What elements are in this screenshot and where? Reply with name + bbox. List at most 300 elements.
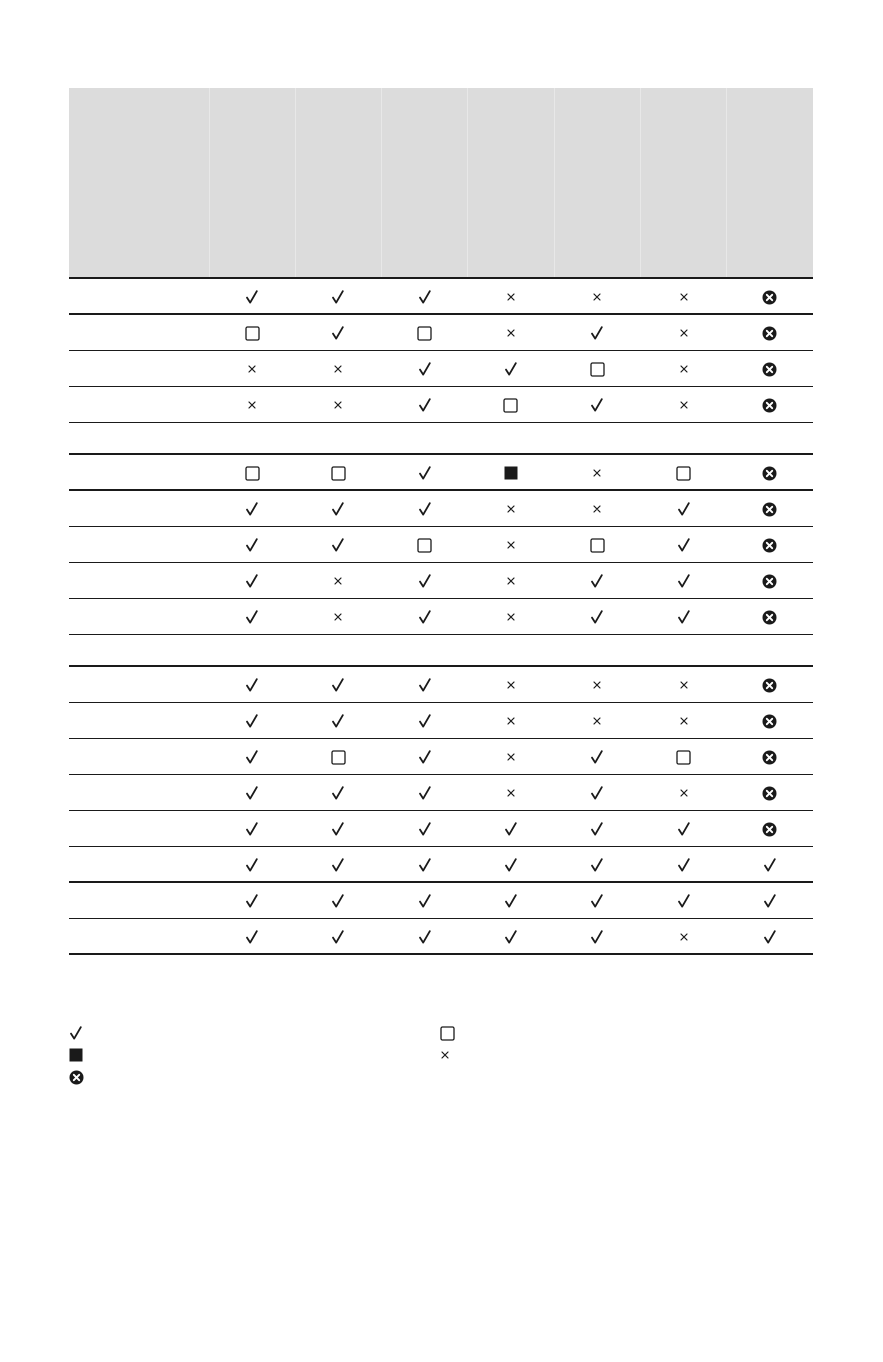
matrix-cell: [382, 918, 468, 954]
check-icon: [677, 538, 691, 552]
cross-icon: [679, 932, 689, 942]
matrix-cell: [727, 490, 813, 526]
table-row: [69, 454, 813, 490]
cross-icon: [679, 680, 689, 690]
cross-icon: [506, 788, 516, 798]
row-label: [69, 526, 209, 562]
matrix-cell: [295, 350, 381, 386]
matrix-cell: [640, 314, 726, 350]
matrix-cell: [468, 314, 554, 350]
header-row: [69, 88, 813, 278]
check-icon: [69, 1026, 83, 1040]
matrix-cell: [554, 774, 640, 810]
row-label: [69, 454, 209, 490]
check-icon: [245, 290, 259, 304]
cross-icon: [506, 716, 516, 726]
cross-icon: [592, 680, 602, 690]
matrix-cell: [554, 810, 640, 846]
header-cell-2: [295, 88, 381, 278]
table-row: [69, 810, 813, 846]
matrix-cell: [209, 454, 295, 490]
matrix-cell: [640, 386, 726, 422]
table-row: [69, 314, 813, 350]
legend-item: [440, 1022, 463, 1044]
check-icon: [590, 398, 604, 412]
matrix-cell: [554, 846, 640, 882]
check-icon: [331, 290, 345, 304]
table-row: [69, 278, 813, 314]
cross-icon: [679, 364, 689, 374]
open-square-icon: [676, 750, 691, 765]
cross-icon: [506, 504, 516, 514]
matrix-cell: [295, 810, 381, 846]
check-icon: [418, 574, 432, 588]
check-icon: [245, 858, 259, 872]
matrix-cell: [209, 918, 295, 954]
check-icon: [331, 858, 345, 872]
header-cell-6: [640, 88, 726, 278]
row-label: [69, 386, 209, 422]
matrix-cell: [640, 666, 726, 702]
header-cell-1: [209, 88, 295, 278]
matrix-cell: [640, 598, 726, 634]
legend: [69, 1022, 813, 1088]
matrix-cell: [727, 846, 813, 882]
legend-row: [69, 1022, 813, 1044]
matrix-cell: [382, 702, 468, 738]
matrix-cell: [209, 882, 295, 918]
check-icon: [677, 502, 691, 516]
check-icon: [418, 502, 432, 516]
row-label: [69, 350, 209, 386]
legend-item: [69, 1044, 91, 1066]
cross-icon: [333, 364, 343, 374]
matrix-cell: [209, 634, 295, 666]
matrix-cell: [727, 526, 813, 562]
check-icon: [331, 894, 345, 908]
matrix-cell: [554, 882, 640, 918]
check-icon: [331, 502, 345, 516]
matrix-cell: [468, 422, 554, 454]
matrix-cell: [727, 314, 813, 350]
cross-icon: [247, 364, 257, 374]
matrix-cell: [209, 490, 295, 526]
matrix-cell: [554, 666, 640, 702]
matrix-cell: [209, 350, 295, 386]
check-icon: [677, 894, 691, 908]
matrix-cell: [295, 314, 381, 350]
check-icon: [418, 894, 432, 908]
matrix-cell: [209, 598, 295, 634]
circle-x-icon: [762, 362, 777, 377]
check-icon: [418, 290, 432, 304]
matrix-cell: [382, 386, 468, 422]
matrix-cell: [382, 562, 468, 598]
matrix-cell: [727, 738, 813, 774]
row-label: [69, 278, 209, 314]
check-icon: [677, 822, 691, 836]
open-square-icon: [503, 398, 518, 413]
table-row: [69, 526, 813, 562]
row-label: [69, 882, 209, 918]
open-square-icon: [417, 326, 432, 341]
matrix-cell: [295, 598, 381, 634]
open-square-icon: [676, 466, 691, 481]
check-icon: [245, 786, 259, 800]
check-icon: [504, 858, 518, 872]
matrix-cell: [554, 634, 640, 666]
open-square-icon: [590, 362, 605, 377]
circle-x-icon: [762, 678, 777, 693]
matrix-cell: [554, 350, 640, 386]
matrix-cell: [468, 454, 554, 490]
matrix-cell: [468, 350, 554, 386]
check-icon: [590, 858, 604, 872]
matrix-cell: [209, 846, 295, 882]
matrix-cell: [727, 882, 813, 918]
matrix-cell: [209, 562, 295, 598]
check-icon: [245, 610, 259, 624]
matrix-cell: [727, 422, 813, 454]
table-row: [69, 386, 813, 422]
row-label: [69, 774, 209, 810]
circle-x-icon: [762, 538, 777, 553]
matrix-cell: [727, 774, 813, 810]
circle-x-icon: [762, 502, 777, 517]
check-icon: [245, 502, 259, 516]
check-icon: [504, 362, 518, 376]
check-icon: [677, 574, 691, 588]
matrix-cell: [382, 314, 468, 350]
circle-x-icon: [762, 398, 777, 413]
header-cell-label: [69, 88, 209, 278]
check-icon: [590, 930, 604, 944]
matrix-cell: [554, 314, 640, 350]
legend-item: [440, 1044, 458, 1066]
matrix-cell: [382, 278, 468, 314]
check-icon: [245, 678, 259, 692]
row-label: [69, 702, 209, 738]
matrix-cell: [468, 810, 554, 846]
matrix-cell: [209, 278, 295, 314]
cross-icon: [506, 328, 516, 338]
header-cell-4: [468, 88, 554, 278]
check-icon: [331, 786, 345, 800]
check-icon: [418, 930, 432, 944]
matrix-cell: [727, 918, 813, 954]
circle-x-icon: [762, 786, 777, 801]
cross-icon: [679, 788, 689, 798]
matrix-cell: [468, 490, 554, 526]
check-icon: [590, 894, 604, 908]
matrix-cell: [640, 350, 726, 386]
comparison-matrix: [69, 88, 813, 955]
check-icon: [418, 398, 432, 412]
check-icon: [331, 714, 345, 728]
matrix-cell: [468, 598, 554, 634]
matrix-cell: [382, 350, 468, 386]
matrix-cell: [295, 386, 381, 422]
section-row: [69, 422, 813, 454]
check-icon: [331, 930, 345, 944]
matrix-cell: [727, 454, 813, 490]
matrix-cell: [554, 526, 640, 562]
matrix-cell: [727, 702, 813, 738]
matrix-cell: [209, 810, 295, 846]
matrix-cell: [468, 918, 554, 954]
matrix-cell: [727, 278, 813, 314]
matrix-cell: [468, 526, 554, 562]
row-label: [69, 314, 209, 350]
matrix-cell: [382, 666, 468, 702]
matrix-cell: [468, 738, 554, 774]
check-icon: [590, 326, 604, 340]
circle-x-icon: [762, 574, 777, 589]
circle-x-icon: [762, 290, 777, 305]
check-icon: [245, 714, 259, 728]
table-row: [69, 598, 813, 634]
matrix-cell: [209, 702, 295, 738]
header-cell-3: [382, 88, 468, 278]
check-icon: [504, 822, 518, 836]
circle-x-icon: [762, 610, 777, 625]
open-square-icon: [331, 750, 346, 765]
matrix-cell: [554, 490, 640, 526]
table-row: [69, 846, 813, 882]
matrix-cell: [295, 918, 381, 954]
matrix-cell: [382, 454, 468, 490]
matrix-cell: [209, 666, 295, 702]
check-icon: [418, 362, 432, 376]
row-label: [69, 634, 209, 666]
matrix-cell: [209, 386, 295, 422]
check-icon: [590, 610, 604, 624]
cross-icon: [679, 716, 689, 726]
legend-row: [69, 1066, 813, 1088]
matrix-cell: [640, 882, 726, 918]
check-icon: [331, 822, 345, 836]
check-icon: [245, 894, 259, 908]
row-label: [69, 918, 209, 954]
matrix-cell: [382, 846, 468, 882]
legend-item: [69, 1022, 91, 1044]
cross-icon: [506, 680, 516, 690]
matrix-cell: [554, 422, 640, 454]
matrix-cell: [295, 666, 381, 702]
open-square-icon: [417, 538, 432, 553]
matrix-cell: [554, 278, 640, 314]
header-cell-5: [554, 88, 640, 278]
check-icon: [418, 714, 432, 728]
matrix-cell: [209, 422, 295, 454]
table-row: [69, 490, 813, 526]
row-label: [69, 598, 209, 634]
matrix-cell: [295, 490, 381, 526]
check-icon: [677, 610, 691, 624]
table-row: [69, 882, 813, 918]
matrix-cell: [554, 702, 640, 738]
matrix-cell: [640, 918, 726, 954]
matrix-cell: [640, 278, 726, 314]
matrix-cell: [727, 598, 813, 634]
table-row: [69, 562, 813, 598]
matrix-cell: [727, 562, 813, 598]
check-icon: [504, 930, 518, 944]
matrix-cell: [382, 634, 468, 666]
cross-icon: [592, 468, 602, 478]
cross-icon: [506, 752, 516, 762]
table-row: [69, 350, 813, 386]
table-row: [69, 918, 813, 954]
matrix-cell: [640, 454, 726, 490]
cross-icon: [247, 400, 257, 410]
matrix-cell: [468, 774, 554, 810]
check-icon: [590, 822, 604, 836]
open-square-icon: [331, 466, 346, 481]
matrix-cell: [295, 278, 381, 314]
cross-icon: [506, 576, 516, 586]
matrix-cell: [382, 882, 468, 918]
open-square-icon: [245, 326, 260, 341]
matrix-cell: [727, 634, 813, 666]
legend-row: [69, 1044, 813, 1066]
row-label: [69, 846, 209, 882]
matrix-cell: [468, 278, 554, 314]
check-icon: [418, 786, 432, 800]
table-row: [69, 774, 813, 810]
check-icon: [418, 750, 432, 764]
cross-icon: [592, 292, 602, 302]
row-label: [69, 810, 209, 846]
matrix-cell: [640, 422, 726, 454]
matrix-cell: [382, 738, 468, 774]
check-icon: [590, 574, 604, 588]
matrix-cell: [382, 526, 468, 562]
table-row: [69, 702, 813, 738]
circle-x-icon: [762, 714, 777, 729]
matrix-cell: [727, 666, 813, 702]
matrix-cell: [295, 738, 381, 774]
cross-icon: [333, 400, 343, 410]
row-label: [69, 422, 209, 454]
matrix-cell: [295, 702, 381, 738]
matrix-cell: [468, 702, 554, 738]
row-label: [69, 490, 209, 526]
matrix-cell: [209, 738, 295, 774]
cross-icon: [592, 716, 602, 726]
check-icon: [763, 930, 777, 944]
check-icon: [245, 750, 259, 764]
check-icon: [590, 750, 604, 764]
matrix-cell: [727, 350, 813, 386]
legend-item: [69, 1066, 92, 1088]
circle-x-icon: [762, 466, 777, 481]
check-icon: [245, 822, 259, 836]
check-icon: [245, 574, 259, 588]
check-icon: [677, 858, 691, 872]
matrix-cell: [295, 526, 381, 562]
matrix-cell: [468, 846, 554, 882]
matrix-cell: [295, 562, 381, 598]
matrix-cell: [554, 386, 640, 422]
table-row: [69, 666, 813, 702]
check-icon: [418, 466, 432, 480]
matrix-cell: [209, 314, 295, 350]
matrix-cell: [468, 634, 554, 666]
check-icon: [504, 894, 518, 908]
open-square-icon: [245, 466, 260, 481]
check-icon: [763, 858, 777, 872]
cross-icon: [440, 1050, 450, 1060]
matrix-cell: [727, 386, 813, 422]
cross-icon: [592, 504, 602, 514]
matrix-cell: [295, 774, 381, 810]
matrix-cell: [295, 882, 381, 918]
table-row: [69, 738, 813, 774]
matrix-cell: [554, 598, 640, 634]
matrix-cell: [468, 882, 554, 918]
cross-icon: [679, 400, 689, 410]
open-square-icon: [440, 1026, 455, 1041]
matrix-cell: [382, 422, 468, 454]
matrix-cell: [295, 634, 381, 666]
matrix-cell: [468, 666, 554, 702]
check-icon: [245, 930, 259, 944]
matrix-cell: [554, 738, 640, 774]
circle-x-icon: [762, 822, 777, 837]
circle-x-icon: [69, 1070, 84, 1085]
matrix-cell: [468, 562, 554, 598]
check-icon: [418, 678, 432, 692]
check-icon: [590, 786, 604, 800]
check-icon: [418, 858, 432, 872]
matrix-cell: [640, 634, 726, 666]
matrix-cell: [382, 598, 468, 634]
cross-icon: [506, 540, 516, 550]
matrix-cell: [640, 810, 726, 846]
open-square-icon: [590, 538, 605, 553]
matrix-cell: [640, 562, 726, 598]
matrix-cell: [468, 386, 554, 422]
check-icon: [763, 894, 777, 908]
cross-icon: [333, 612, 343, 622]
check-icon: [331, 538, 345, 552]
cross-icon: [333, 576, 343, 586]
check-icon: [418, 822, 432, 836]
matrix-cell: [209, 526, 295, 562]
matrix-cell: [640, 846, 726, 882]
filled-square-icon: [504, 466, 518, 480]
matrix-cell: [640, 702, 726, 738]
check-icon: [331, 326, 345, 340]
matrix-cell: [382, 774, 468, 810]
matrix-cell: [640, 526, 726, 562]
matrix-cell: [295, 846, 381, 882]
cross-icon: [506, 612, 516, 622]
filled-square-icon: [69, 1048, 83, 1062]
matrix-cell: [382, 810, 468, 846]
cross-icon: [679, 292, 689, 302]
cross-icon: [679, 328, 689, 338]
matrix-cell: [209, 774, 295, 810]
matrix-cell: [640, 774, 726, 810]
section-row: [69, 634, 813, 666]
row-label: [69, 666, 209, 702]
cross-icon: [506, 292, 516, 302]
circle-x-icon: [762, 750, 777, 765]
matrix-cell: [727, 810, 813, 846]
matrix-cell: [554, 562, 640, 598]
